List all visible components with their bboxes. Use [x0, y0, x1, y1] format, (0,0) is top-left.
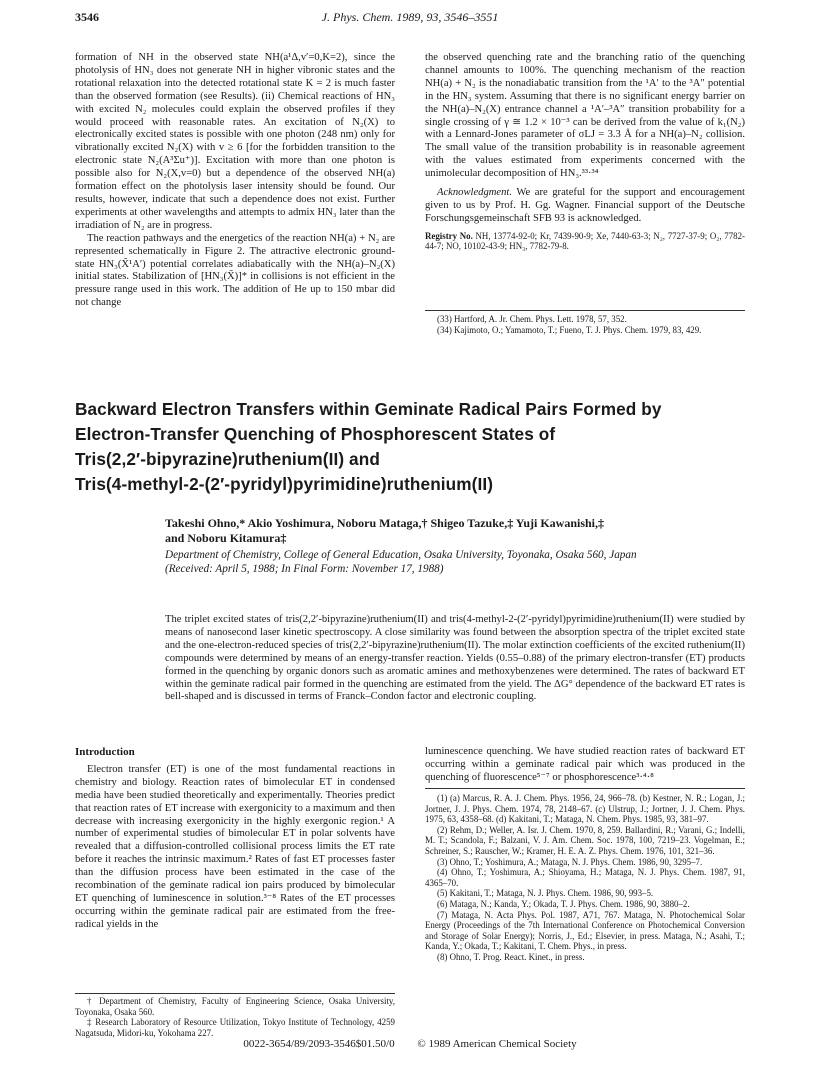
- intro-right-column: [425, 746, 745, 785]
- intro-references-divider: [425, 788, 745, 789]
- journal-header: J. Phys. Chem. 1989, 93, 3546–3551: [321, 10, 499, 24]
- reference-2: (2) Rehm, D.; Weller, A. Isr. J. Chem. 1970, 8, 259. Ballardini, R.; Varani, G.; Indelli, M. T.; Scandola, F.; Balzani, V. J. Am. Chem. Soc. 1978, 100, 7219–23. Vogelman, E.; Schreiner, S.; Rauscher, W.; Kramer, H. E. A. Z. Phys. Chem. 1976, 101, 321–36.: [425, 824, 745, 856]
- acknowledgment: [425, 187, 745, 226]
- affiliation: Department of Chemistry, College of General Education, Osaka University, Toyonaka, Osaka 560, Japan: [165, 549, 637, 561]
- page-number: 3546: [75, 10, 99, 24]
- affiliation-footnotes: [75, 996, 395, 1038]
- received-dates: (Received: April 5, 1988; In Final Form: November 17, 1988): [165, 562, 444, 575]
- reference-5: (5) Kakitani, T.; Mataga, N. J. Phys. Chem. 1986, 90, 993–5.: [437, 888, 654, 899]
- publication-code: 0022-3654/89/2093-3546$01.50/0: [243, 1038, 395, 1050]
- reference-6: (6) Mataga, N.; Kanda, Y.; Okada, T. J. Phys. Chem. 1986, 90, 3880–2.: [437, 898, 690, 909]
- title-line-2: Electron-Transfer Quenching of Phosphorescent States of: [75, 424, 556, 444]
- prev-article-left-column: [75, 52, 395, 310]
- reference-8: (8) Ohno, T. Prog. React. Kinet., in press.: [437, 951, 585, 962]
- footnote-double-dagger: ‡ Research Laboratory of Resource Utilization, Tokyo Institute of Technology, 4259 Nagatsuda, Midori-ku, Yokohama 227.: [75, 1017, 395, 1038]
- reference-1: (1) (a) Marcus, R. A. J. Chem. Phys. 1956, 24, 966–78. (b) Kestner, N. R.; Logan, J.; Jortner, J. J. Phys. Chem. 1974, 78, 2148–67. (c) Ulstrup, J.; Jortner, J. J. Chem. Phys. 1975, 63, 4358–68. (d) Kakitani, T.; Mataga, N. Chem. Phys. 1985, 93, 381–97.: [425, 793, 745, 825]
- article-title: [75, 397, 765, 497]
- acknowledgment-label: Acknowledgment.: [437, 187, 513, 199]
- authors-line-1: Takeshi Ohno,* Akio Yoshimura, Noboru Mataga,† Shigeo Tazuke,‡ Yuji Kawanishi,‡: [165, 516, 605, 530]
- section-heading-introduction: Introduction: [75, 746, 135, 758]
- page-footer: [0, 1038, 820, 1050]
- prev-left-paragraph-2: The reaction pathways and the energetics of the reaction NH(a) + N₂ are represented schematically in Figure 2. The attractive electronic ground-state HN₃(X̃¹A′) potential correlates adiabatically with the NH(a)–N₂(X) initial states. Stabilization of [HN₃(X̃)]* in collisions is not efficient in the pressure range used in this work. The addition of He up to 150 mbar did not change: [75, 232, 395, 309]
- abstract: The triplet excited states of tris(2,2′-bipyrazine)ruthenium(II) and tris(4-methyl-2-(2′-pyridyl)pyrimidine)ruthenium(II) were studied by means of nanosecond laser kinetic spectroscopy. A close similarity was found between the absorption spectra of the triplet excited state and the one-electron-reduced species of tris(2,2′-bipyrazine)ruthenium(II). The molar extinction coefficients of the excited ruthenium(II) compounds were determined by means of an energy-transfer reaction. Yields (0.55–0.88) of the primary electron-transfer (ET) products formed in the quenching by organic donors such as aromatic amines and methoxybenzenes were determined. The rates of backward ET within the geminate radical pair formed in the quenching are estimated from the yield. The ΔG° dependence of the backward ET rates is bell-shaped and is discussed in terms of Franck–Condon factor and electronic coupling.: [165, 614, 745, 703]
- footnote-dagger: † Department of Chemistry, Faculty of Engineering Science, Osaka University, Toyonaka, Osaka 560.: [75, 996, 395, 1017]
- prev-article-right-column: [425, 52, 745, 252]
- title-line-1: Backward Electron Transfers within Geminate Radical Pairs Formed by: [75, 399, 662, 419]
- reference-4: (4) Ohno, T.; Yoshimura, A.; Shioyama, H.; Mataga, N. J. Phys. Chem. 1987, 91, 4365–70.: [425, 867, 745, 888]
- prev-right-paragraph-1: the observed quenching rate and the branching ratio of the quenching channel amounts to 100%. The quenching mechanism of the reaction NH(a) + N₂ is the nonadiabatic transition from the ¹A′ to the ³A″ potential in the HN₃ system. Assuming that there is no significant energy barrier on the NH(a)–N₂(X) entrance channel a ¹A′–³A″ transition probability for a single crossing of γ ≅ 1.2 × 10⁻³ can be derived from the value of k₁(N₂) with a Lennard-Jones parameter of σLJ = 3.3 Å for a NH(a)–N₂ collision. The small value of the transition probability is in reasonable agreement with the values estimated from experiments concerned with the unimolecular decomposition of HN₃.³³·³⁴: [425, 52, 745, 180]
- registry-label: Registry No.: [425, 230, 473, 241]
- prev-references: [425, 314, 745, 335]
- authors-line-2: and Noboru Kitamura‡: [165, 531, 287, 545]
- registry-numbers: [425, 231, 745, 252]
- references-divider: [425, 310, 745, 311]
- reference-3: (3) Ohno, T.; Yoshimura, A.; Mataga, N. J. Phys. Chem. 1986, 90, 3295–7.: [437, 856, 703, 867]
- footnote-divider: [75, 993, 395, 994]
- registry-text: NH, 13774-92-0; Kr, 7439-90-9; Xe, 7440-63-3; N₂, 7727-37-9; O₂, 7782-44-7; NO, 10102-43-9; HN₃, 7782-79-8.: [425, 230, 745, 252]
- affiliation-block: [165, 549, 765, 577]
- author-list: [165, 516, 765, 546]
- reference-7: (7) Mataga, N. Acta Phys. Pol. 1987, A71, 767. Mataga, N. Photochemical Solar Energy (Proceedings of the 7th International Conference on Photochemical Conversion and Storage of Solar Energy); Norris, J., Ed.; Elsevier, in press. Mataga, N.; Asahi, T.; Kanda, Y.; Okada, T.; Kakitani, T. Chem. Phys., in press.: [425, 909, 745, 952]
- reference-34: (34) Kajimoto, O.; Yamamoto, T.; Fueno, T. J. Phys. Chem. 1979, 83, 429.: [437, 324, 702, 335]
- title-line-3: Tris(2,2′-bipyrazine)ruthenium(II) and: [75, 449, 380, 469]
- intro-left-column: [75, 746, 395, 932]
- intro-paragraph-1: Electron transfer (ET) is one of the most fundamental reactions in chemistry and biology. Reaction rates of bimolecular ET in condensed media have been studied theoretically and experimentally. Theories predict that reaction rates of ET increase with exergonicity to a maximum and then decrease with increasing exergonicity in the highly exergonic region.¹ A number of experimental studies of bimolecular ET in polar solvents have revealed that a diffusion-controlled collisional process limits the ET rate before it reaches the intrinsic maximum.² Rates of fast ET processes faster than the diffusion process have been estimated in the case of the recombination of the geminate radical ion pairs produced by bimolecular ET quenching of luminescence in solution.³⁻⁸ Rates of the ET processes occurring within the geminate radical pair are estimated from the free-radical yields in the: [75, 763, 395, 930]
- acknowledgment-text: We are grateful for the support and encouragement given to us by Prof. H. Gg. Wagner. Financial support of the Deutsche Forschungsgemeinschaft SFB 93 is acknowledged.: [425, 187, 745, 224]
- reference-33: (33) Hartford, A. Jr. Chem. Phys. Lett. 1978, 57, 352.: [437, 314, 627, 324]
- copyright-notice: © 1989 American Chemical Society: [417, 1038, 577, 1050]
- prev-left-paragraph-1: formation of NH in the observed state NH(a¹Δ,v′=0,K=2), since the photolysis of HN₃ does not generate NH in higher vibronic states and the rotational relaxation into the detected rotational state K = 2 is much faster than the observed formation (see Results). (ii) Chemical reactions of HN₃ with excited N₂ molecules could explain the observed profiles if they would proceed with reasonable rates. An excitation of N₂(X) to electronically excited states is possible with one photon (248 nm) only for vibrationally excited N₂(X) with v ≥ 6 [for the forbidden transition to the electronic state N₂(A³Σu⁺)]. Excitation with more than one photon is possible also for N₂(X,v=0) but a dependence of the observed NH(a) formation effect on the photolysis laser intensity should be found. Our results, however, indicate that such a dependence does not exist. Further experiments at other wavelengths and attempts to admix HN₃ later than the irradiation of N₂ are in progress.: [75, 52, 395, 231]
- intro-references: [425, 793, 745, 963]
- intro-paragraph-continued: luminescence quenching. We have studied reaction rates of backward ET occurring within a geminate radical pair which was produced in the quenching of fluorescence⁵⁻⁷ or phosphorescence³·⁴·⁸: [425, 746, 745, 783]
- title-line-4: Tris(4-methyl-2-(2′-pyridyl)pyrimidine)ruthenium(II): [75, 474, 494, 494]
